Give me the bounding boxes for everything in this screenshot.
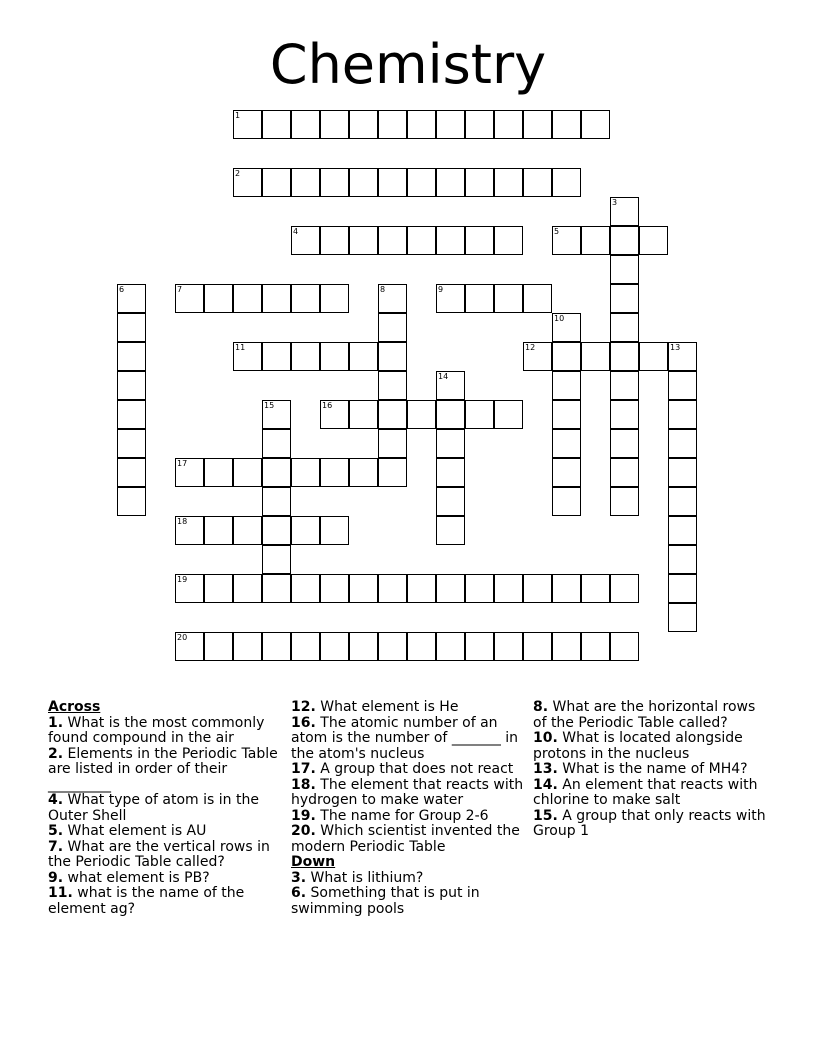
clue-number: 9 <box>438 285 444 294</box>
clue-column-1 <box>48 700 280 917</box>
grid-cell[interactable] <box>233 458 262 487</box>
clue-item-number: 1. <box>48 714 64 731</box>
grid-cell[interactable] <box>668 429 697 458</box>
grid-cell[interactable] <box>320 400 349 429</box>
grid-cell[interactable] <box>117 284 146 313</box>
clue-column-2 <box>291 700 527 917</box>
grid-cell[interactable] <box>378 574 407 603</box>
grid-cell[interactable] <box>436 458 465 487</box>
clue-item-number: 12. <box>291 699 316 715</box>
clue-item-text: A group that only reacts with Group 1 <box>533 807 766 839</box>
grid-cell[interactable] <box>349 342 378 371</box>
clue-item-text: What is located alongside protons in the nucleus <box>533 730 743 762</box>
clue-item <box>533 731 769 762</box>
clue-number: 15 <box>264 401 275 410</box>
grid-cell[interactable] <box>436 284 465 313</box>
grid-cell[interactable] <box>610 487 639 516</box>
clue-number: 17 <box>177 459 188 468</box>
clue-number: 20 <box>177 633 188 642</box>
grid-cell[interactable] <box>610 226 639 255</box>
grid-cell[interactable] <box>610 632 639 661</box>
grid-cell[interactable] <box>349 168 378 197</box>
grid-cell[interactable] <box>523 284 552 313</box>
grid-cell[interactable] <box>610 255 639 284</box>
grid-cell[interactable] <box>378 284 407 313</box>
grid-cell[interactable] <box>407 632 436 661</box>
grid-cell[interactable] <box>436 168 465 197</box>
clue-item <box>48 871 280 887</box>
grid-cell[interactable] <box>581 342 610 371</box>
grid-cell[interactable] <box>581 110 610 139</box>
grid-cell[interactable] <box>552 400 581 429</box>
grid-cell[interactable] <box>117 487 146 516</box>
clue-item-number: 13. <box>533 761 558 777</box>
clue-item-number: 2. <box>48 745 64 762</box>
clue-item-number: 15. <box>533 807 558 824</box>
clue-item-text: An element that reacts with chlorine to make salt <box>533 776 758 808</box>
grid-cell[interactable] <box>233 632 262 661</box>
grid-cell[interactable] <box>494 226 523 255</box>
grid-cell[interactable] <box>610 371 639 400</box>
clue-item-number: 16. <box>291 714 316 731</box>
grid-cell[interactable] <box>407 574 436 603</box>
grid-cell[interactable] <box>436 632 465 661</box>
clue-item-text: What is lithium? <box>306 869 424 886</box>
grid-cell[interactable] <box>117 400 146 429</box>
grid-cell[interactable] <box>117 429 146 458</box>
grid-cell[interactable] <box>407 168 436 197</box>
grid-cell[interactable] <box>494 284 523 313</box>
clue-item-text: The atomic number of an atom is the number of _______ in the atom's nucleus <box>291 714 519 762</box>
grid-cell[interactable] <box>349 632 378 661</box>
grid-cell[interactable] <box>175 516 204 545</box>
clue-item-text: Which scientist invented the modern Periodic Table <box>291 823 520 855</box>
grid-cell[interactable] <box>320 284 349 313</box>
clue-item-text: Something that is put in swimming pools <box>291 885 480 917</box>
clue-item-number: 7. <box>48 838 64 855</box>
grid-cell[interactable] <box>233 168 262 197</box>
grid-cell[interactable] <box>465 284 494 313</box>
grid-cell[interactable] <box>378 110 407 139</box>
grid-cell[interactable] <box>465 168 494 197</box>
grid-cell[interactable] <box>494 574 523 603</box>
clue-item <box>291 886 527 917</box>
clue-item <box>291 824 527 855</box>
grid-cell[interactable] <box>552 574 581 603</box>
grid-cell[interactable] <box>320 226 349 255</box>
grid-cell[interactable] <box>668 458 697 487</box>
grid-cell[interactable] <box>494 110 523 139</box>
grid-cell[interactable] <box>262 632 291 661</box>
grid-cell[interactable] <box>436 226 465 255</box>
grid-cell[interactable] <box>436 516 465 545</box>
clue-item-text: what element is PB? <box>63 869 210 886</box>
clue-number: 6 <box>119 285 125 294</box>
grid-cell[interactable] <box>639 342 668 371</box>
clue-number: 1 <box>235 111 241 120</box>
grid-cell[interactable] <box>465 400 494 429</box>
grid-cell[interactable] <box>233 342 262 371</box>
grid-cell[interactable] <box>523 632 552 661</box>
grid-cell[interactable] <box>204 284 233 313</box>
grid-cell[interactable] <box>117 371 146 400</box>
grid-cell[interactable] <box>610 429 639 458</box>
grid-cell[interactable] <box>378 226 407 255</box>
grid-cell[interactable] <box>117 313 146 342</box>
clue-number: 12 <box>525 343 536 352</box>
grid-cell[interactable] <box>233 110 262 139</box>
grid-cell[interactable] <box>610 574 639 603</box>
clue-number: 3 <box>612 198 618 207</box>
clue-item-text: The name for Group 2-6 <box>315 807 489 824</box>
grid-cell[interactable] <box>407 226 436 255</box>
clue-heading: Down <box>291 854 336 870</box>
clue-number: 2 <box>235 169 241 178</box>
grid-cell[interactable] <box>291 574 320 603</box>
grid-cell[interactable] <box>204 516 233 545</box>
grid-cell[interactable] <box>291 632 320 661</box>
clue-number: 14 <box>438 372 449 381</box>
grid-cell[interactable] <box>668 545 697 574</box>
clue-item <box>533 700 769 731</box>
grid-cell[interactable] <box>581 226 610 255</box>
grid-cell[interactable] <box>117 458 146 487</box>
grid-cell[interactable] <box>552 342 581 371</box>
clue-item <box>48 824 280 840</box>
grid-cell[interactable] <box>494 400 523 429</box>
clue-number: 5 <box>554 227 560 236</box>
grid-cell[interactable] <box>378 429 407 458</box>
grid-cell[interactable] <box>320 574 349 603</box>
grid-cell[interactable] <box>262 516 291 545</box>
grid-cell[interactable] <box>349 458 378 487</box>
clue-item <box>48 840 280 871</box>
grid-cell[interactable] <box>320 632 349 661</box>
clue-number: 8 <box>380 285 386 294</box>
clue-item-text: What are the horizontal rows of the Periodic Table called? <box>533 699 756 731</box>
grid-cell[interactable] <box>407 110 436 139</box>
grid-cell[interactable] <box>436 574 465 603</box>
page-title: Chemistry <box>269 33 547 96</box>
grid-cell[interactable] <box>581 574 610 603</box>
grid-cell[interactable] <box>523 168 552 197</box>
grid-cell[interactable] <box>378 458 407 487</box>
clue-item <box>48 747 280 794</box>
grid-cell[interactable] <box>262 284 291 313</box>
grid-cell[interactable] <box>262 574 291 603</box>
grid-cell[interactable] <box>610 342 639 371</box>
grid-cell[interactable] <box>552 429 581 458</box>
clue-item-text: What is the name of MH4? <box>557 761 748 777</box>
clue-item <box>533 778 769 809</box>
clue-item-text: What element is AU <box>63 823 207 839</box>
grid-cell[interactable] <box>552 371 581 400</box>
clue-item <box>48 716 280 747</box>
clue-item-number: 3. <box>291 869 307 886</box>
clue-item-text: What type of atom is in the Outer Shell <box>48 792 259 824</box>
grid-cell[interactable] <box>233 284 262 313</box>
grid-cell[interactable] <box>610 313 639 342</box>
grid-cell[interactable] <box>175 574 204 603</box>
grid-cell[interactable] <box>552 313 581 342</box>
grid-cell[interactable] <box>436 110 465 139</box>
grid-cell[interactable] <box>523 342 552 371</box>
clue-number: 4 <box>293 227 299 236</box>
grid-cell[interactable] <box>436 487 465 516</box>
grid-cell[interactable] <box>291 168 320 197</box>
grid-cell[interactable] <box>668 342 697 371</box>
clue-item-number: 5. <box>48 823 64 839</box>
grid-cell[interactable] <box>233 516 262 545</box>
grid-cell[interactable] <box>262 487 291 516</box>
grid-cell[interactable] <box>349 574 378 603</box>
grid-cell[interactable] <box>320 110 349 139</box>
grid-cell[interactable] <box>175 632 204 661</box>
grid-cell[interactable] <box>175 284 204 313</box>
grid-cell[interactable] <box>494 632 523 661</box>
clue-item <box>48 793 280 824</box>
grid-cell[interactable] <box>436 400 465 429</box>
grid-cell[interactable] <box>610 197 639 226</box>
clue-item-number: 9. <box>48 869 64 886</box>
grid-cell[interactable] <box>204 574 233 603</box>
grid-cell[interactable] <box>378 632 407 661</box>
grid-cell[interactable] <box>117 342 146 371</box>
grid-cell[interactable] <box>494 168 523 197</box>
clue-item-number: 14. <box>533 776 558 793</box>
grid-cell[interactable] <box>436 429 465 458</box>
clue-item-number: 6. <box>291 885 307 901</box>
grid-cell[interactable] <box>610 284 639 313</box>
grid-cell[interactable] <box>320 516 349 545</box>
grid-cell[interactable] <box>378 313 407 342</box>
grid-cell[interactable] <box>523 574 552 603</box>
grid-cell[interactable] <box>291 342 320 371</box>
grid-cell[interactable] <box>291 284 320 313</box>
clue-item <box>291 778 527 809</box>
clue-item-number: 10. <box>533 730 558 746</box>
grid-cell[interactable] <box>291 226 320 255</box>
grid-cell[interactable] <box>668 400 697 429</box>
grid-cell[interactable] <box>407 400 436 429</box>
clue-item-number: 20. <box>291 823 316 839</box>
grid-cell[interactable] <box>349 226 378 255</box>
clue-number: 13 <box>670 343 681 352</box>
grid-cell[interactable] <box>552 458 581 487</box>
grid-cell[interactable] <box>262 110 291 139</box>
grid-cell[interactable] <box>465 574 494 603</box>
grid-cell[interactable] <box>581 632 610 661</box>
grid-cell[interactable] <box>291 110 320 139</box>
grid-cell[interactable] <box>378 342 407 371</box>
grid-cell[interactable] <box>262 400 291 429</box>
grid-cell[interactable] <box>523 110 552 139</box>
clue-item <box>291 716 527 763</box>
grid-cell[interactable] <box>262 458 291 487</box>
clue-number: 19 <box>177 575 188 584</box>
clue-number: 18 <box>177 517 188 526</box>
clue-item-text: What is the most commonly found compound in the air <box>48 714 265 746</box>
grid-cell[interactable] <box>320 458 349 487</box>
clue-number: 11 <box>235 343 246 352</box>
grid-cell[interactable] <box>349 110 378 139</box>
grid-cell[interactable] <box>378 371 407 400</box>
clue-item-text: what is the name of the element ag? <box>48 885 245 917</box>
grid-cell[interactable] <box>291 458 320 487</box>
clue-item <box>533 809 769 840</box>
grid-cell[interactable] <box>610 400 639 429</box>
clue-item <box>533 762 769 778</box>
grid-cell[interactable] <box>552 487 581 516</box>
clue-item <box>291 809 527 825</box>
grid-cell[interactable] <box>668 516 697 545</box>
grid-cell[interactable] <box>204 632 233 661</box>
grid-cell[interactable] <box>465 110 494 139</box>
grid-cell[interactable] <box>552 110 581 139</box>
clue-item <box>291 871 527 887</box>
grid-cell[interactable] <box>668 574 697 603</box>
grid-cell[interactable] <box>349 400 378 429</box>
grid-cell[interactable] <box>262 545 291 574</box>
grid-cell[interactable] <box>639 226 668 255</box>
clue-heading: Across <box>48 699 101 715</box>
grid-cell[interactable] <box>262 342 291 371</box>
grid-cell[interactable] <box>320 168 349 197</box>
clue-number: 7 <box>177 285 183 294</box>
grid-cell[interactable] <box>378 168 407 197</box>
clue-item-number: 11. <box>48 885 73 901</box>
grid-cell[interactable] <box>668 371 697 400</box>
clue-item-text: The element that reacts with hydrogen to make water <box>291 776 524 808</box>
clue-item-text: A group that does not react <box>315 761 514 777</box>
grid-cell[interactable] <box>668 487 697 516</box>
clue-item-number: 19. <box>291 807 316 824</box>
clue-item <box>291 762 527 778</box>
grid-cell[interactable] <box>320 342 349 371</box>
grid-cell[interactable] <box>465 226 494 255</box>
clue-item-number: 8. <box>533 699 549 715</box>
grid-cell[interactable] <box>262 429 291 458</box>
clue-item-text: What are the vertical rows in the Periodic Table called? <box>48 838 270 870</box>
grid-cell[interactable] <box>262 168 291 197</box>
grid-cell[interactable] <box>291 516 320 545</box>
clue-number: 10 <box>554 314 565 323</box>
clue-item-number: 17. <box>291 761 316 777</box>
grid-cell[interactable] <box>436 371 465 400</box>
grid-cell[interactable] <box>233 574 262 603</box>
grid-cell[interactable] <box>175 458 204 487</box>
clue-item-text: What element is He <box>315 699 459 715</box>
clue-item-text: Elements in the Periodic Table are listed in order of their _________ <box>48 745 278 793</box>
grid-cell[interactable] <box>610 458 639 487</box>
grid-cell[interactable] <box>668 603 697 632</box>
clue-item-number: 18. <box>291 776 316 793</box>
grid-cell[interactable] <box>204 458 233 487</box>
clue-item <box>48 886 280 917</box>
clue-column-3 <box>533 700 769 840</box>
grid-cell[interactable] <box>378 400 407 429</box>
grid-cell[interactable] <box>552 168 581 197</box>
clue-item-number: 4. <box>48 792 64 808</box>
grid-cell[interactable] <box>465 632 494 661</box>
clue-item <box>291 700 527 716</box>
clue-number: 16 <box>322 401 333 410</box>
grid-cell[interactable] <box>552 226 581 255</box>
grid-cell[interactable] <box>552 632 581 661</box>
